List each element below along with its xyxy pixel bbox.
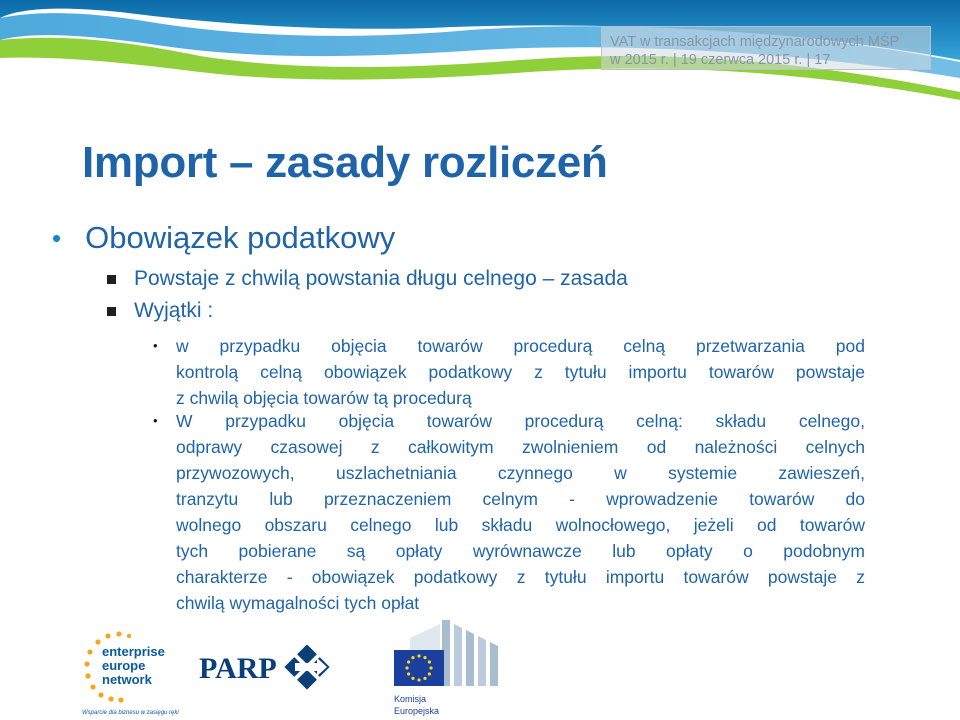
header-line-1: VAT w transakcjach międzynarodowych MŚP [610, 34, 900, 50]
enterprise-europe-network-logo [80, 628, 180, 718]
paragraph-line: charakterze - obowiązek podatkowy z tytułu importu towarów powstaje z [176, 567, 865, 587]
parp-logo [199, 645, 331, 690]
bullet-level3-paragraph [153, 333, 865, 411]
een-text-line3: network [102, 672, 152, 687]
bullet-level2 [107, 265, 628, 293]
een-text-line1: enterprise [102, 644, 165, 659]
bullet-level2-text: Powstaje z chwilą powstania długu celnego – zasada [134, 267, 628, 290]
header-separator: | [806, 52, 811, 68]
paragraph-line: tranzytu lub przeznaczeniem celnym - wprowadzenie towarów do [176, 489, 865, 509]
bullet-level2-text: Wyjątki : [134, 299, 214, 322]
header-year: w 2015 r. [610, 52, 669, 68]
bullet-dot-icon: • [153, 413, 158, 428]
slide-header-box [601, 26, 931, 70]
bullet-dot-icon: • [52, 223, 62, 253]
header-page-number: 17 [814, 52, 831, 68]
paragraph-line: tych pobierane są opłaty wyrównawcze lub opłaty o podobnym [176, 541, 865, 561]
header-separator: | [672, 52, 677, 68]
paragraph-line: odprawy czasowej z całkowitym zwolnieniem od należności celnych [176, 437, 865, 457]
bullet-dot-icon: • [153, 338, 158, 353]
square-bullet-icon [107, 307, 116, 316]
header-date: 19 czerwca 2015 r. [680, 52, 803, 68]
parp-text: PARP [199, 652, 277, 685]
paragraph-line: chwilą wymagalności tych opłat [176, 593, 420, 613]
paragraph-text [176, 408, 865, 616]
bullet-level1 [52, 218, 395, 258]
bullet-level2 [107, 297, 213, 325]
paragraph-line: w przypadku objęcia towarów procedurą celną przetwarzania pod [176, 336, 865, 356]
paragraph-line: W przypadku objęcia towarów procedurą celną: składu celnego, [176, 411, 865, 431]
paragraph-line: kontrolą celną obowiązek podatkowy z tytułu importu towarów powstaje [176, 362, 865, 382]
paragraph-line: przywozowych, uszlachetniania czynnego w systemie zawieszeń, [176, 463, 865, 483]
paragraph-text [176, 333, 865, 411]
header-line-2 [610, 51, 930, 69]
bullet-level3-paragraph [153, 408, 865, 616]
bullet-level1-text: Obowiązek podatkowy [85, 220, 396, 255]
paragraph-line: z chwilą objęcia towarów tą procedurą [176, 388, 472, 408]
european-commission-logo [380, 620, 510, 720]
square-bullet-icon [107, 275, 116, 284]
ke-text-line1: Komisja [394, 694, 427, 704]
paragraph-line: wolnego obszaru celnego lub składu wolnocłowego, jeżeli od towarów [176, 515, 865, 535]
een-text-line2: europe [102, 658, 146, 673]
slide-title: Import – zasady rozliczeń [82, 138, 608, 187]
ke-text-line2: Europejska [394, 706, 440, 716]
een-tagline: Wsparcie dla biznesu w zasięgu ręki [82, 710, 179, 716]
